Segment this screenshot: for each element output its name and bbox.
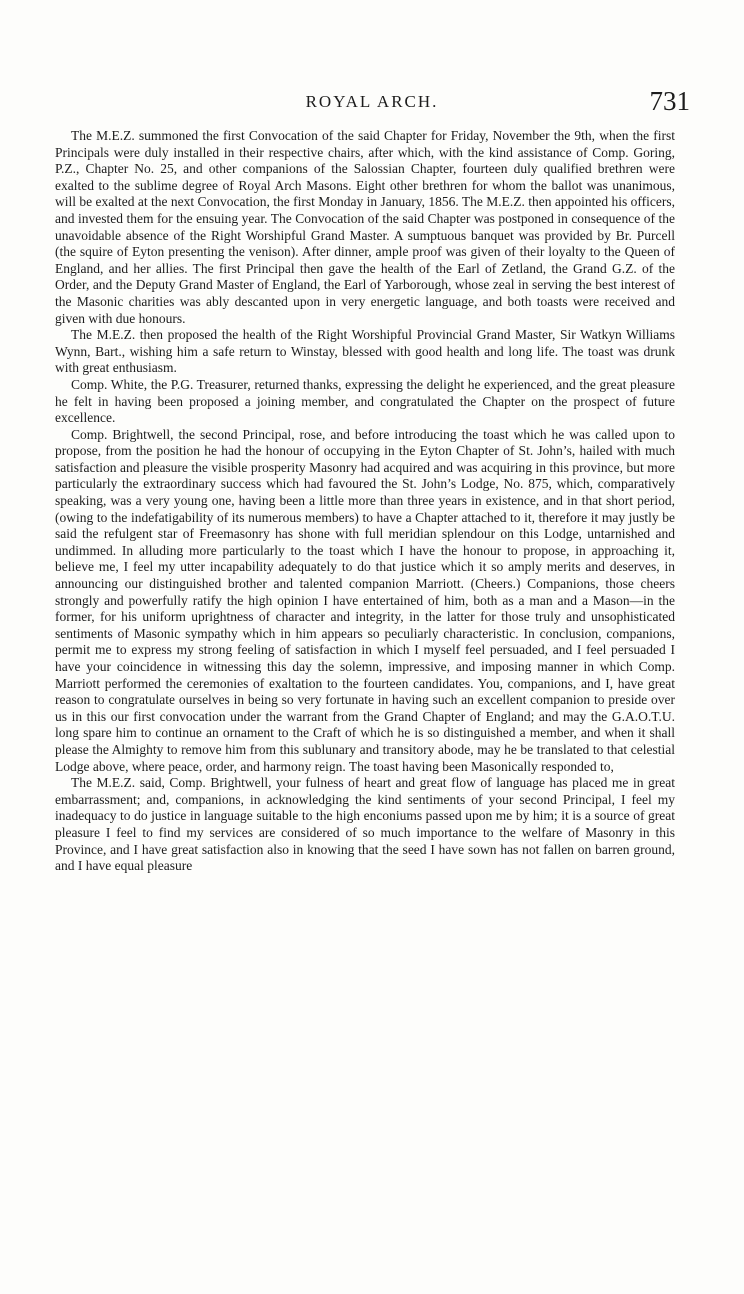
paragraph: The M.E.Z. summoned the first Convocation of the said Chapter for Friday, November the 9th, when the first Principals were duly installed in their respective chairs, after which, with the kind assistance of Comp. Goring, P.Z., Chapter No. 25, and other companions of the Salossian Chapter, fourteen duly qualified brethren were exalted to the sublime degree of Royal Arch Masons. Eight other brethren for whom the ballot was unanimous, will be exalted at the next Convocation, the first Monday in January, 1856. The M.E.Z. then appointed his officers, and invested them for the ensuing year. The Convocation of the said Chapter was postponed in consequence of the unavoidable absence of the Right Worshipful Grand Master. A sumptuous banquet was provided by Br. Purcell (the squire of Eyton presenting the venison). After dinner, ample proof was given of their loyalty to the Queen of England, and her allies. The first Principal then gave the health of the Earl of Zetland, the Grand G.Z. of the Order, and the Deputy Grand Master of England, the Earl of Yarborough, whose zeal in serving the best interest of the Masonic charities was ably descanted upon in very energetic language, and both toasts were received and given with due honours. xyxy=(55,128,675,326)
paragraph: Comp. Brightwell, the second Principal, rose, and before introducing the toast which he was called upon to propose, from the position he had the honour of occupying in the Eyton Chapter of St. John’s, hailed with much satisfaction and pleasure the visible prosperity Masonry had acquired and was acquiring in this province, but more particularly the extraordinary success which had favoured the St. John’s Lodge, No. 875, which, comparatively speaking, was a very young one, having been a little more than three years in existence, and in that short period, (owing to the indefatigability of its numerous members) to have a Chapter attached to it, therefore it may justly be said the refulgent star of Freemasonry has shone with full meridian splendour on this Lodge, untarnished and undimmed. In alluding more particularly to the toast which I have the honour to propose, in approaching it, believe me, I feel my utter incapability adequately to do that justice which it so amply merits and deserves, in announcing our distinguished brother and talented companion Marriott. (Cheers.) Companions, those cheers strongly and powerfully ratify the high opinion I have entertained of him, both as a man and a Mason—in the former, for his uniform uprightness of character and integrity, in the latter for those truly and unsophisticated sentiments of Masonic sympathy which in him appears so peculiarly characteristic. In conclusion, companions, permit me to express my strong feeling of satisfaction in which I myself feel persuaded, and I feel persuaded I have your coincidence in witnessing this day the solemn, impressive, and imposing manner in which Comp. Marriott performed the ceremonies of exaltation to the fourteen candidates. You, companions, and I, have great reason to congratulate ourselves in being so very fortunate in having such an excellent companion to preside over us in this our first convocation under the warrant from the Grand Chapter of England; and may the G.A.O.T.U. long spare him to continue an ornament to the Craft of which he is so distinguished a member, and when it shall please the Almighty to remove him from this sublunary and transitory abode, may he be translated to that celestial Lodge above, where peace, order, and harmony reign. The toast having been Masonically responded to, xyxy=(55,426,675,774)
page-number: 731 xyxy=(649,86,690,116)
paragraph: The M.E.Z. then proposed the health of the Right Worshipful Provincial Grand Master, Sir Watkyn Williams Wynn, Bart., wishing him a safe return to Winstay, blessed with good health and long life. The toast was drunk with great enthusiasm. xyxy=(55,327,675,376)
page-header xyxy=(40,88,704,124)
paragraph: Comp. White, the P.G. Treasurer, returned thanks, expressing the delight he experienced, and the great pleasure he felt in having been proposed a joining member, and congratulated the Chapter on the prospect of future excellence. xyxy=(55,376,675,426)
body-text xyxy=(55,128,675,875)
paragraph: The M.E.Z. said, Comp. Brightwell, your fulness of heart and great flow of language has placed me in great embarrassment; and, companions, in acknowledging the kind sentiments of your second Principal, I feel my inadequacy to do justice in language suitable to the high enconiums passed upon me by him; it is a source of great pleasure I feel to find my services are considered of so much importance to the welfare of Masonry in this Province, and I have great satisfaction also in knowing that the seed I have sown has not fallen on barren ground, and I have equal pleasure xyxy=(55,775,675,874)
running-head: ROYAL ARCH. xyxy=(305,92,439,111)
